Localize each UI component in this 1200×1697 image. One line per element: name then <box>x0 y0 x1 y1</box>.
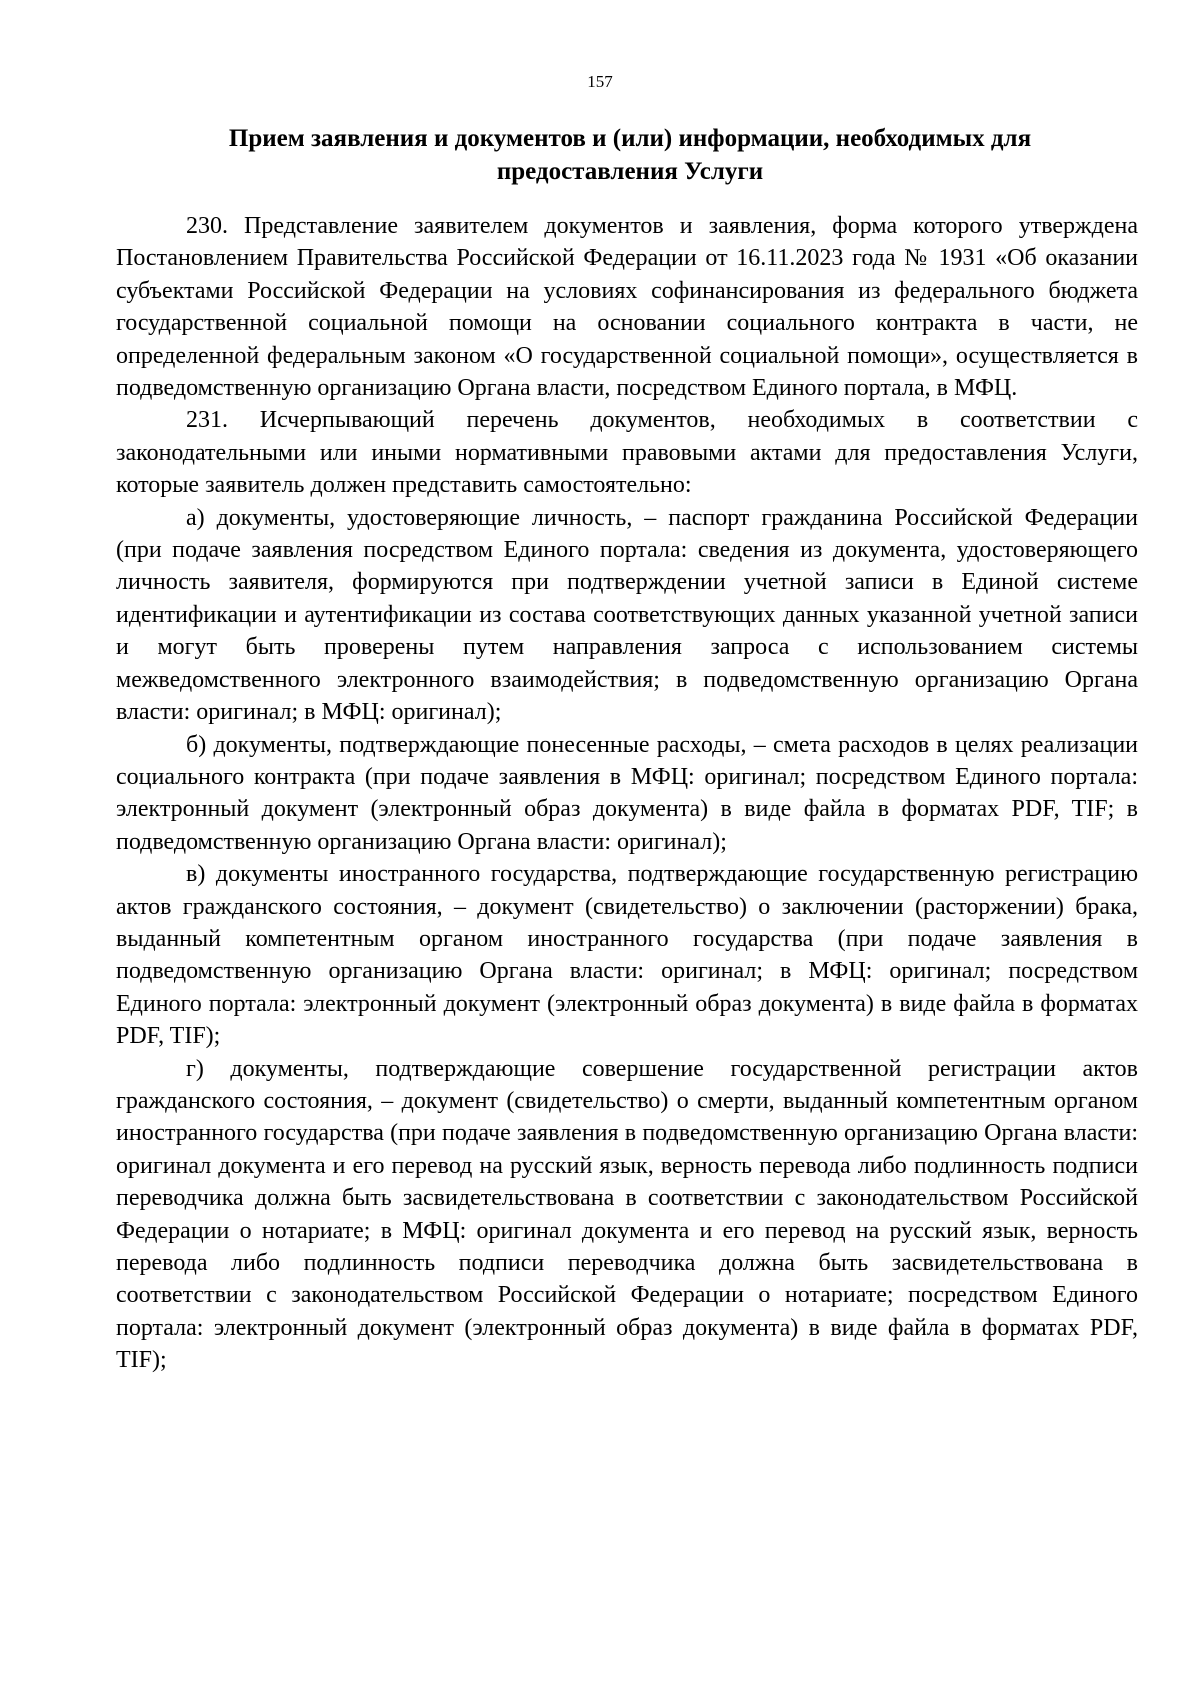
list-item-a: а) документы, удостоверяющие личность, – паспорт гражданина Российской Федерации (при подаче заявления посредством Единого портала: сведения из документа, удостоверяющего личность заявителя, формируются при подтверждении учетной записи в Единой системе идентификации и аутентификации из состава соответствующих данных указанной учетной записи и могут быть проверены путем направления запроса с использованием системы межведомственного электронного взаимодействия; в подведомственную организацию Органа власти: оригинал; в МФЦ: оригинал); <box>116 504 1138 726</box>
page-number: 157 <box>587 72 613 91</box>
paragraph-230: 230. Представление заявителем документов и заявления, форма которого утверждена Постановлением Правительства Российской Федерации от 16.11.2023 года № 1931 «Об оказании субъектами Российской Федерации на условиях софинансирования из федерального бюджета государственной социальной помощи на основании социального контракта в части, не определенной федеральным законом «О государственной социальной помощи», осуществляется в подведомственную организацию Органа власти, посредством Единого портала, в МФЦ. <box>116 213 1138 402</box>
document-body <box>116 210 1138 1377</box>
paragraph-231: 231. Исчерпывающий перечень документов, необходимых в соответствии с законодательными или иными нормативными правовыми актами для предоставления Услуги, которые заявитель должен представить самостоятельно: <box>116 407 1138 499</box>
section-title: Прием заявления и документов и (или) информации, необходимых для предоставления Услуги <box>228 125 1032 185</box>
list-item-g: г) документы, подтверждающие совершение государственной регистрации актов гражданского состояния, – документ (свидетельство) о смерти, выданный компетентным органом иностранного государства (при подаче заявления в подведомственную организацию Органа власти: оригинал документа и его перевод на русский язык, верность перевода либо подлинность подписи переводчика должна быть засвидетельствована в соответствии с законодательством Российской Федерации о нотариате; в МФЦ: оригинал документа и его перевод на русский язык, верность перевода либо подлинность подписи переводчика должна быть засвидетельствована в соответствии с законодательством Российской Федерации о нотариате; посредством Единого портала: электронный документ (электронный образ документа) в виде файла в форматах PDF, TIF); <box>116 1055 1138 1374</box>
list-item-v: в) документы иностранного государства, подтверждающие государственную регистрацию актов гражданского состояния, – документ (свидетельство) о заключении (расторжении) брака, выданный компетентным органом иностранного государства (при подаче заявления в подведомственную организацию Органа власти: оригинал; в МФЦ: оригинал; посредством Единого портала: электронный документ (электронный образ документа) в виде файла в форматах PDF, TIF); <box>116 861 1138 1050</box>
list-item-b: б) документы, подтверждающие понесенные расходы, – смета расходов в целях реализации социального контракта (при подаче заявления в МФЦ: оригинал; посредством Единого портала: электронный документ (электронный образ документа) в виде файла в форматах PDF, TIF; в подведомственную организацию Органа власти: оригинал); <box>116 731 1138 855</box>
